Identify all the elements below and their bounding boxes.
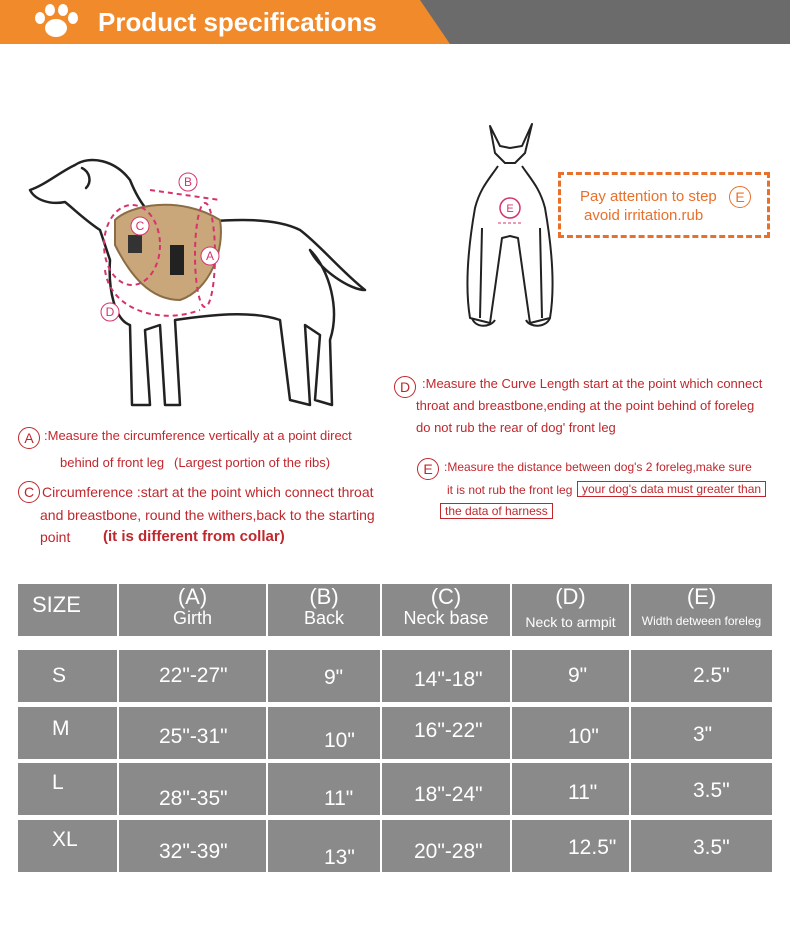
measurement-value: 13" bbox=[324, 846, 355, 869]
svg-text:B: B bbox=[183, 175, 193, 189]
measurement-cell bbox=[268, 763, 380, 815]
measurement-cell bbox=[382, 820, 510, 872]
letter-c-badge: C bbox=[18, 481, 40, 503]
measurement-value: 3.5" bbox=[693, 836, 730, 859]
measurement-cell bbox=[512, 707, 629, 759]
measurement-cell bbox=[512, 650, 629, 702]
size-label-cell bbox=[18, 820, 117, 872]
measurement-cell bbox=[631, 763, 772, 815]
measurement-cell bbox=[119, 820, 266, 872]
measurement-cell bbox=[119, 707, 266, 759]
header-label: SIZE bbox=[32, 592, 81, 617]
measurement-value: 20"-28" bbox=[414, 840, 483, 863]
header-label: Girth bbox=[172, 608, 212, 628]
letter-e-badge: E bbox=[417, 458, 439, 480]
measurement-value: 2.5" bbox=[693, 664, 730, 687]
header-label: Back bbox=[303, 608, 345, 628]
measurement-cell bbox=[631, 707, 772, 759]
header-cell-neck-base bbox=[382, 584, 510, 636]
measurement-value: 9" bbox=[324, 666, 344, 689]
measurement-value: 28"-35" bbox=[159, 787, 228, 810]
header-code: (B) bbox=[309, 584, 339, 609]
instruction-a-line2-extra: (Largest portion of the ribs) bbox=[174, 455, 331, 470]
measurement-value: 12.5" bbox=[568, 836, 617, 859]
measurement-cell bbox=[382, 707, 510, 759]
letter-a-badge: A bbox=[18, 427, 40, 449]
harness-warning-box-1: your dog's data must greater than bbox=[577, 481, 766, 497]
instruction-e-line2: it is not rub the front leg bbox=[447, 483, 573, 497]
measurement-value: 18"-24" bbox=[414, 783, 483, 806]
header-code: (D) bbox=[555, 584, 586, 609]
measurement-value: 3.5" bbox=[693, 779, 730, 802]
measurement-cell bbox=[631, 820, 772, 872]
size-label: M bbox=[52, 717, 70, 740]
measurement-value: 16"-22" bbox=[414, 719, 483, 742]
size-label-cell bbox=[18, 707, 117, 759]
attention-line2: avoid irritation.rub bbox=[584, 207, 704, 224]
harness-warning-box-2: the data of harness bbox=[440, 503, 553, 519]
attention-line1: Pay attention to step bbox=[580, 188, 717, 205]
page-title: Product specifications bbox=[98, 7, 377, 37]
header-label: Neck to armpit bbox=[525, 614, 616, 630]
instruction-c-line2: and breastbone, round the withers,back to the starting bbox=[40, 507, 375, 523]
size-label-cell bbox=[18, 763, 117, 815]
instruction-a-line1: :Measure the circumference vertically at a point direct bbox=[44, 428, 352, 443]
header-code: (E) bbox=[686, 584, 717, 609]
instruction-c-line1: Circumference :start at the point which connect throat bbox=[42, 484, 374, 500]
header-cell-girth bbox=[119, 584, 266, 636]
measurement-cell bbox=[119, 650, 266, 702]
letter-d-badge: D bbox=[394, 376, 416, 398]
measurement-value: 22"-27" bbox=[159, 664, 228, 687]
size-label: S bbox=[52, 664, 67, 687]
measurement-cell bbox=[512, 820, 629, 872]
dog-side-illustration bbox=[20, 150, 380, 420]
header-cell-back bbox=[268, 584, 380, 636]
measurement-cell bbox=[382, 763, 510, 815]
instruction-e-line1: :Measure the distance between dog's 2 foreleg,make sure bbox=[444, 460, 752, 474]
measurement-value: 32"-39" bbox=[159, 840, 228, 863]
measurement-cell bbox=[382, 650, 510, 702]
measurement-value: 11" bbox=[324, 787, 354, 810]
header-code: (C) bbox=[430, 584, 462, 609]
measurement-value: 25"-31" bbox=[159, 725, 228, 748]
attention-letter: E bbox=[729, 186, 751, 208]
size-label-cell bbox=[18, 650, 117, 702]
header-cell-neck-to-armpit bbox=[512, 584, 629, 636]
measurement-value: 14"-18" bbox=[414, 668, 483, 691]
measurement-cell bbox=[268, 707, 380, 759]
instruction-c-line3: point bbox=[40, 529, 71, 545]
header-cell-foreleg-width bbox=[631, 584, 772, 636]
header-label: Neck base bbox=[403, 608, 489, 628]
measurement-value: 11" bbox=[568, 781, 598, 804]
measurement-value: 10" bbox=[324, 729, 355, 752]
instruction-d-line1: :Measure the Curve Length start at the point which connect bbox=[422, 376, 763, 391]
header-code: (A) bbox=[177, 584, 208, 609]
instruction-a-line2: behind of front leg bbox=[60, 455, 165, 470]
instruction-c-collar-note: (it is different from collar) bbox=[103, 528, 285, 545]
header-label: Width detween foreleg bbox=[641, 614, 762, 628]
size-label: L bbox=[52, 771, 64, 794]
measurement-cell bbox=[268, 650, 380, 702]
svg-text:C: C bbox=[135, 219, 145, 233]
measurement-value: 3" bbox=[693, 723, 713, 746]
instruction-d-line3: do not rub the rear of dog' front leg bbox=[416, 420, 616, 435]
header-cell-size bbox=[18, 584, 117, 636]
measurement-cell bbox=[631, 650, 772, 702]
svg-text:A: A bbox=[205, 249, 215, 263]
paw-icon bbox=[28, 4, 84, 40]
measurement-value: 9" bbox=[568, 664, 588, 687]
svg-text:D: D bbox=[105, 305, 115, 319]
measurement-cell bbox=[119, 763, 266, 815]
measurement-cell bbox=[268, 820, 380, 872]
dog-front-illustration bbox=[460, 118, 570, 330]
instruction-d-line2: throat and breastbone,ending at the point behind of foreleg bbox=[416, 398, 755, 413]
size-label: XL bbox=[52, 828, 78, 851]
measurement-cell bbox=[512, 763, 629, 815]
measurement-value: 10" bbox=[568, 725, 599, 748]
svg-text:E: E bbox=[506, 203, 514, 215]
